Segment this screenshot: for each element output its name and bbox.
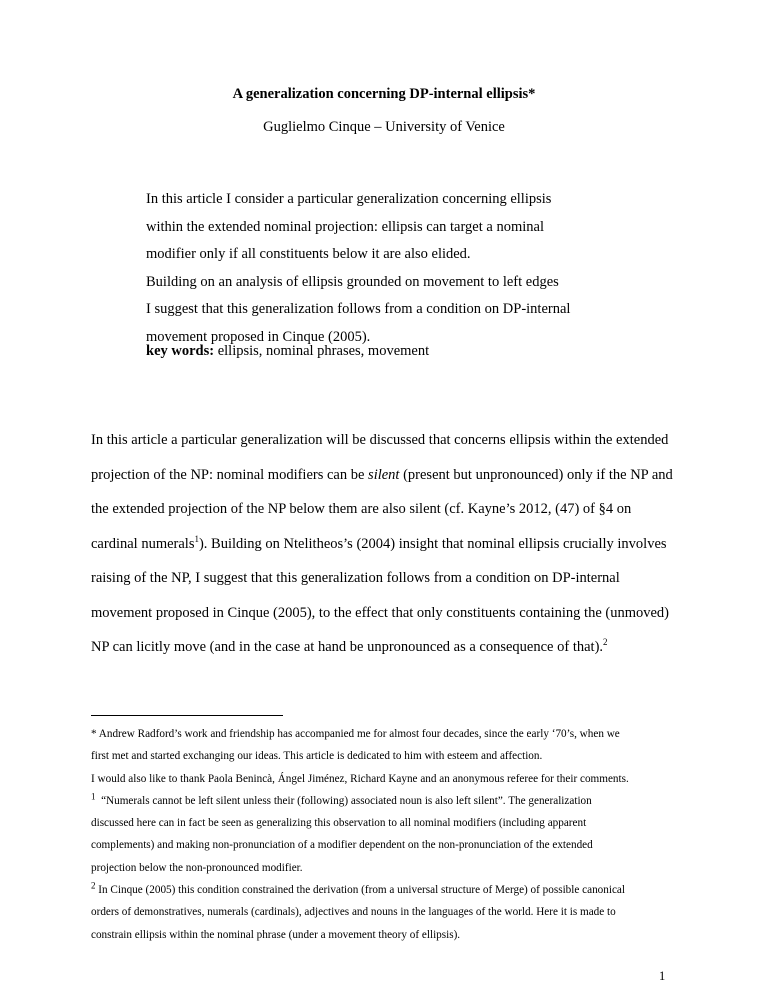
body-line (91, 458, 691, 493)
abstract (146, 186, 666, 351)
page-number: 1 (659, 969, 666, 983)
body-line: In this article a particular generalization will be discussed that concerns ellipsis within the extended (91, 432, 669, 448)
body-text-segment: NP can licitly move (and in the case at hand be unpronounced as a consequence of that). (91, 639, 604, 655)
body-paragraph (91, 423, 691, 665)
footnote-line (91, 790, 691, 812)
footnote-line: discussed here can in fact be seen as generalizing this observation to all nominal modifiers (including apparent (91, 817, 587, 830)
abstract-line: movement proposed in Cinque (2005). (146, 328, 371, 345)
footnote-line: * Andrew Radford’s work and friendship has accompanied me for almost four decades, since the early ‘70’s, when we (91, 728, 620, 740)
footnote-line: constrain ellipsis within the nominal phrase (under a movement theory of ellipsis). (91, 928, 461, 941)
abstract-line: modifier only if all constituents below it are also elided. (146, 246, 471, 262)
paper-title: A generalization concerning DP-internal ellipsis* (232, 86, 536, 102)
abstract-line: I suggest that this generalization follows from a condition on DP-internal (146, 301, 571, 317)
footnote-mark-1: 1 (91, 791, 96, 802)
footnote-line: complements) and making non-pronunciation of a modifier dependent on the non-pronunciation of the extended (91, 839, 593, 852)
abstract-line: In this article I consider a particular generalization concerning ellipsis (146, 191, 552, 207)
body-text-segment: ). Building on Ntelitheos’s (2004) insight that nominal ellipsis crucially involves (198, 535, 667, 552)
abstract-line: Building on an analysis of ellipsis grounded on movement to left edges (146, 273, 559, 290)
body-line: raising of the NP, I suggest that this generalization follows from a condition on DP-internal (91, 570, 620, 586)
body-line (91, 527, 691, 562)
footnote-separator (91, 715, 283, 716)
body-text-segment: (present but unpronounced) only if the NP and (399, 466, 673, 483)
body-line (91, 630, 691, 665)
footnotes (91, 723, 691, 946)
body-text-segment: projection of the NP: nominal modifiers can be (91, 466, 369, 483)
abstract-line: within the extended nominal projection: ellipsis can target a nominal (146, 218, 544, 235)
keywords-label: key words: (146, 343, 215, 359)
footnote-ref-2[interactable]: 2 (603, 637, 608, 648)
keywords (146, 343, 429, 360)
footnote-mark-2: 2 (91, 880, 96, 891)
body-line: the extended projection of the NP below them are also silent (cf. Kayne’s 2012, (47) of §4 on (91, 501, 632, 517)
footnote-line: orders of demonstratives, numerals (cardinals), adjectives and nouns in the languages of the world. Here it is made to (91, 906, 616, 919)
footnote-text: In Cinque (2005) this condition constrained the derivation (from a universal structure of Merge) of possible canonical (95, 884, 625, 897)
footnote-line (91, 879, 691, 901)
footnote-line: first met and started exchanging our ideas. This article is dedicated to him with esteem and affection. (91, 750, 543, 763)
footnote-line: I would also like to thank Paola Benincà, Ángel Jiménez, Richard Kayne and an anonymous referee for their comments. (91, 772, 629, 785)
body-line: movement proposed in Cinque (2005), to the effect that only constituents containing the (unmoved) (91, 604, 669, 621)
footnote-text: “Numerals cannot be left silent unless their (following) associated noun is also left silent”. The generalization (95, 794, 592, 807)
author-line: Guglielmo Cinque – University of Venice (263, 119, 505, 135)
keywords-text: ellipsis, nominal phrases, movement (214, 343, 430, 359)
footnote-line: projection below the non-pronounced modifier. (91, 861, 303, 874)
footnote-ref-1[interactable]: 1 (194, 533, 199, 544)
body-text-segment: cardinal numerals (91, 535, 195, 552)
emphasis-silent: silent (368, 466, 400, 483)
